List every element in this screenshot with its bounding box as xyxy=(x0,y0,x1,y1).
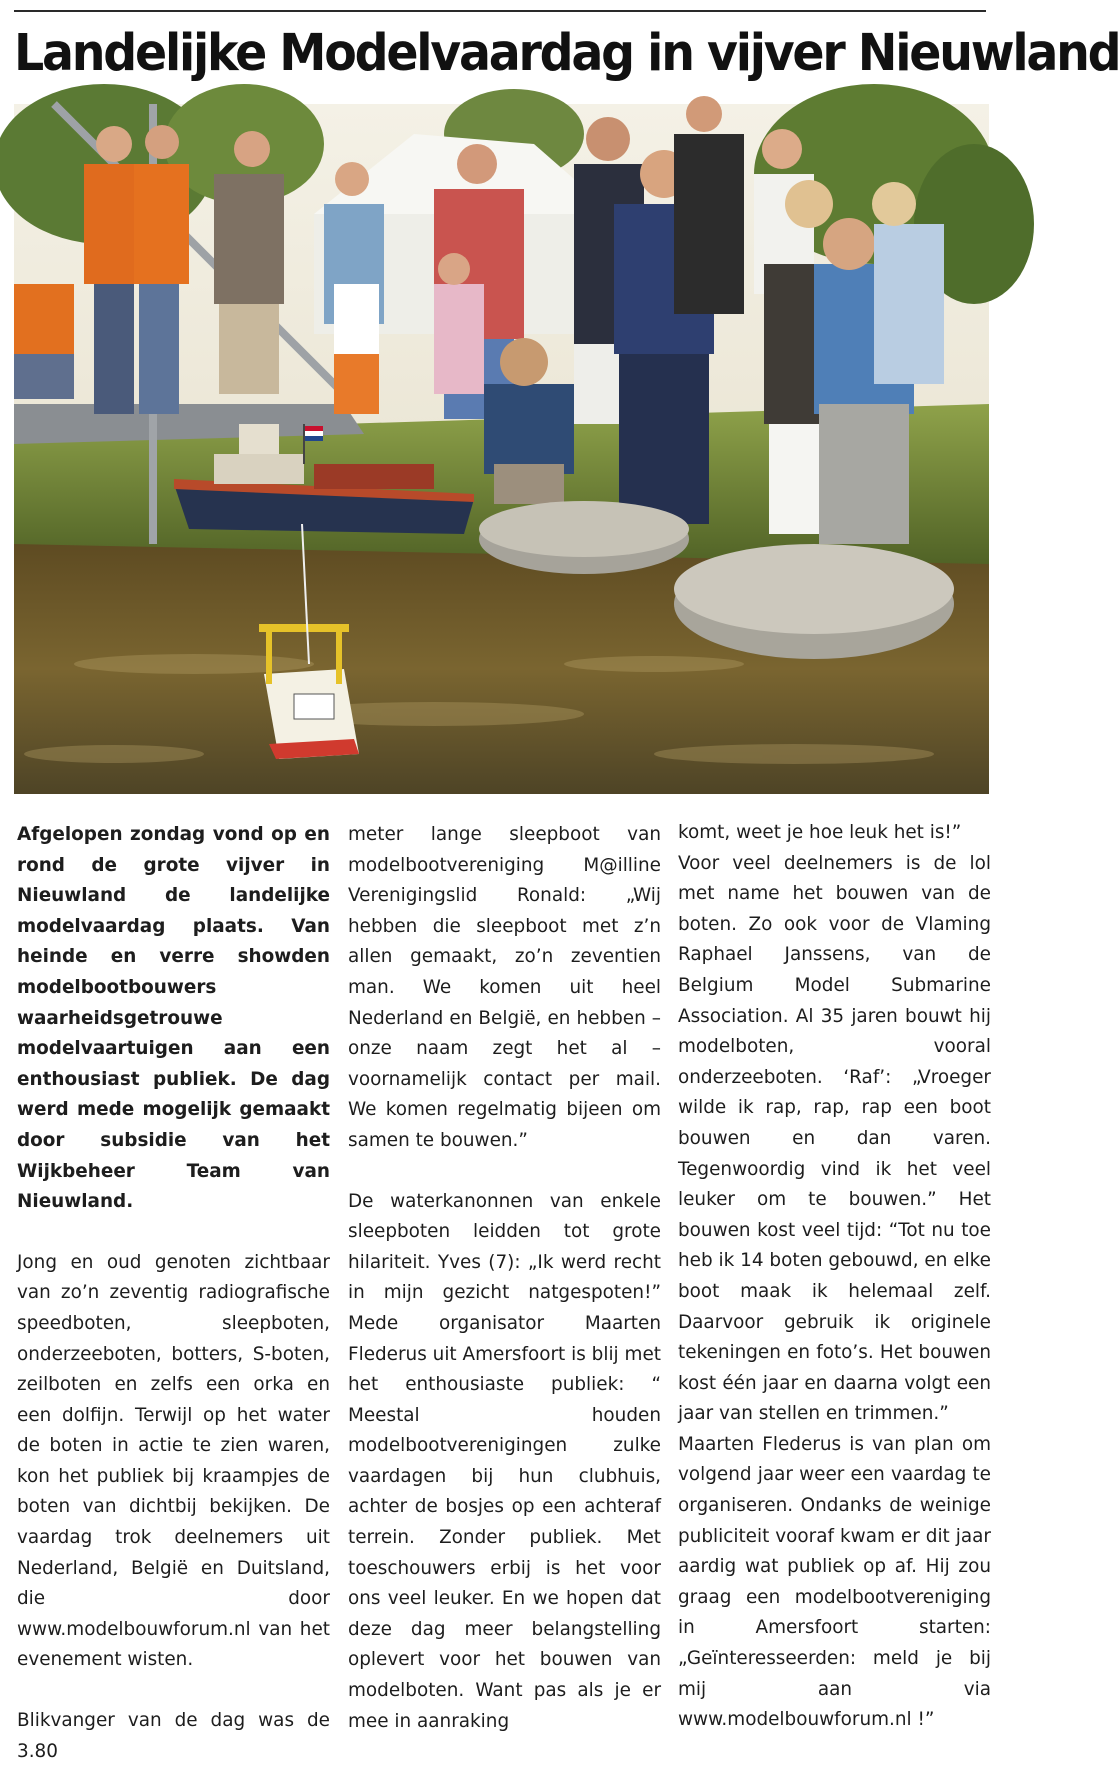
body-paragraph: Voor veel deelnemers is de lol met name het bouwen van de boten. Zo ook voor de Vlaming Raphael Janssens, van de Belgium Model Submarine Association. Al 35 jaren bouwt hij modelboten, vooral onderzeeboten. ‘Raf’: „Vroeger wilde ik rap, rap, rap een boot bouwen en dan varen. Tegenwoordig vind ik het veel leuker om te bouwen.” Het bouwen kost veel tijd: “Tot nu toe heb ik 14 boten gebouwd, en elke boot maak ik helemaal zelf. Daarvoor gebruik ik originele tekeningen en foto’s. Het bouwen kost één jaar en daarna volgt een jaar van stellen en trimmen.” xyxy=(678,852,991,1425)
top-rule xyxy=(14,10,986,12)
boat-pond-photo xyxy=(14,104,989,794)
body-paragraph: De waterkanonnen van enkele sleepboten leidden tot grote hilariteit. Yves (7): „Ik werd recht in mijn gezicht natgespoten!” Mede organisator Maarten Flederus uit Amersfoort is blij met het enthousiaste publiek: “ Meestal houden modelbootverenigingen zulke vaardagen bij hun clubhuis, achter de bosjes op een achteraf terrein. Zonder publiek. Met toeschouwers erbij is het voor ons veel leuker. En we hopen dat deze dag meer belangstelling oplevert voor het bouwen van modelboten. Want pas als je er mee in aanraking xyxy=(348,1190,661,1732)
body-paragraph: meter lange sleepboot van modelbootvereniging M@illine Verenigingslid Ronald: „Wij hebben die sleepboot met z’n allen gemaakt, zo’n zeventien man. We komen uit heel Nederland en België, en hebben – onze naam zegt het al – voornamelijk contact per mail. We komen regelmatig bijeen om samen te bouwen.” xyxy=(348,824,661,1151)
body-paragraph: Jong en oud genoten zichtbaar van zo’n zeventig radiografische speedboten, sleepboten, onderzeeboten, botters, S-boten, zeilboten en zelfs een orka en een dolfijn. Terwijl op het water de boten in actie te zien waren, kon het publiek bij kraampjes de boten van dichtbij bekijken. De vaardag trok deelnemers uit Nederland, België en Duitsland, die door www.modelbouwforum.nl van het evenement wisten. xyxy=(17,1251,330,1671)
body-paragraph: Maarten Flederus is van plan om volgend jaar weer een vaardag te organiseren. Ondanks de weinige publiciteit vooraf kwam er dit jaar aardig wat publiek op af. Hij zou graag een modelbootvereniging in Amersfoort starten: „Geïnteresseerden: meld je bij mij aan via www.modelbouwforum.nl !” xyxy=(678,1433,991,1731)
article-photo xyxy=(14,104,989,794)
text-column-2 xyxy=(348,820,661,1737)
lead-paragraph: Afgelopen zondag vond op en rond de grote vijver in Nieuwland de landelijke modelvaardag plaats. Van heinde en verre showden modelbootbouwers waarheidsgetrouwe modelvaartuigen aan een enthousiast publiek. De dag werd mede mogelijk gemaakt door subsidie van het Wijkbeheer Team van Nieuwland. xyxy=(17,824,330,1213)
body-paragraph: komt, weet je hoe leuk het is!” xyxy=(678,822,962,843)
text-column-3 xyxy=(678,818,991,1736)
text-column-1 xyxy=(17,820,330,1767)
article-headline: Landelijke Modelvaardag in vijver Nieuwland xyxy=(14,24,1119,83)
body-paragraph: Blikvanger van de dag was de 3.80 xyxy=(17,1710,330,1762)
